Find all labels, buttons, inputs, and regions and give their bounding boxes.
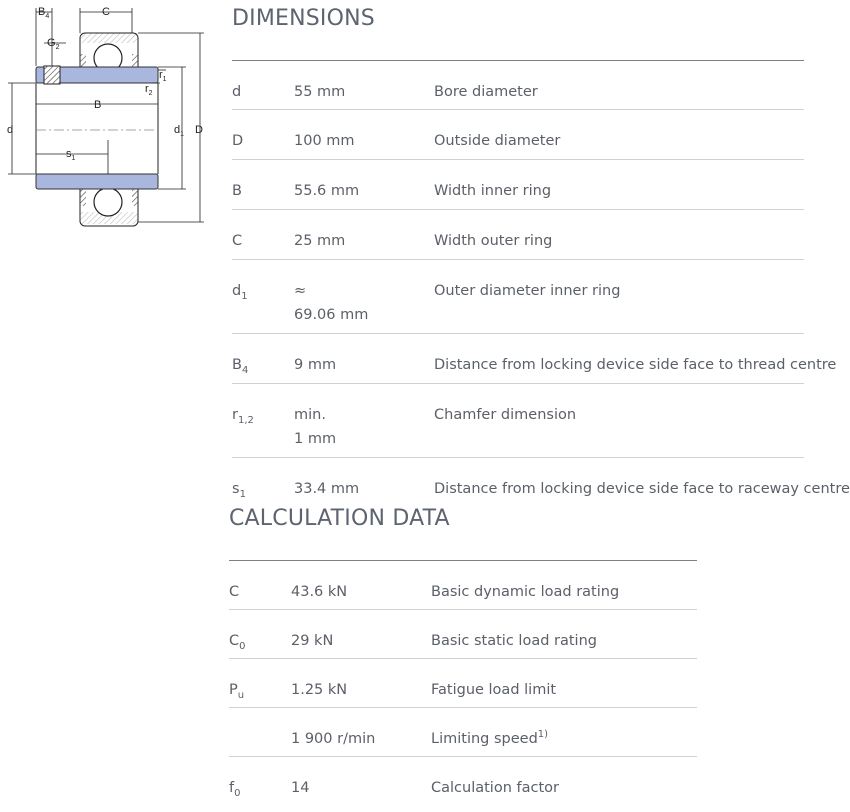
row-symbol xyxy=(232,403,254,427)
value-text: ≈ xyxy=(294,283,307,299)
row-symbol xyxy=(232,353,248,377)
value-text: 9 mm xyxy=(294,357,337,373)
row-value xyxy=(294,477,359,501)
row-symbol xyxy=(232,179,242,203)
description-text: Calculation factor xyxy=(431,780,559,796)
symbol-text: s xyxy=(232,481,240,497)
description-text: Distance from locking device side face to thread centre xyxy=(434,357,837,373)
row-symbol xyxy=(229,776,240,800)
symbol-subscript: 1 xyxy=(239,489,246,500)
row-value xyxy=(291,776,309,800)
calculation-table xyxy=(229,560,697,805)
symbol-subscript: 0 xyxy=(234,788,241,799)
row-value xyxy=(291,580,347,604)
label-r1: $r_1$ xyxy=(159,69,167,83)
symbol-subscript: 1 xyxy=(241,291,248,302)
row-description xyxy=(434,129,560,153)
row-value xyxy=(294,129,355,153)
row-description xyxy=(434,229,552,253)
description-text: Outer diameter inner ring xyxy=(434,283,621,299)
row-symbol xyxy=(229,580,239,604)
description-text: Bore diameter xyxy=(434,84,538,100)
symbol-text: C xyxy=(232,233,243,249)
description-text: Basic static load rating xyxy=(431,633,597,649)
row-value xyxy=(294,179,359,203)
symbol-subscript: 4 xyxy=(241,365,249,376)
description-text: Distance from locking device side face to raceway centre xyxy=(434,481,850,497)
table-row xyxy=(232,260,804,334)
description-text: Basic dynamic load rating xyxy=(431,584,620,600)
row-description xyxy=(431,727,548,751)
label-d: d xyxy=(7,124,14,136)
row-value xyxy=(294,279,368,327)
value-text-second-line: 1 mm xyxy=(294,431,337,447)
table-row xyxy=(229,757,697,805)
row-description xyxy=(434,477,850,501)
row-value xyxy=(294,80,345,104)
row-description xyxy=(431,678,556,702)
row-symbol xyxy=(232,279,248,303)
symbol-text: r xyxy=(232,407,238,423)
row-description xyxy=(431,629,597,653)
symbol-text: P xyxy=(229,682,238,698)
row-symbol xyxy=(232,129,243,153)
value-text: 55 mm xyxy=(294,84,346,100)
table-row xyxy=(232,334,837,384)
symbol-subscript: 0 xyxy=(239,641,246,652)
label-g2: $G_2$ xyxy=(47,37,60,51)
value-text-second-line: 69.06 mm xyxy=(294,307,369,323)
table-row xyxy=(229,610,697,659)
symbol-text: B xyxy=(232,183,242,199)
row-symbol xyxy=(232,229,242,253)
bearing-section-graphic xyxy=(36,33,158,226)
value-text: 1 900 r/min xyxy=(291,731,376,747)
row-description xyxy=(434,179,551,203)
value-text: 100 mm xyxy=(294,133,355,149)
table-row xyxy=(232,458,850,506)
row-value xyxy=(294,403,336,451)
dimensions-heading: DIMENSIONS xyxy=(232,6,375,31)
symbol-text: d xyxy=(232,84,242,100)
table-row xyxy=(232,384,804,458)
value-text: 29 kN xyxy=(291,633,334,649)
symbol-text: C xyxy=(229,633,240,649)
description-text: Limiting speed xyxy=(431,731,538,747)
description-text: Outside diameter xyxy=(434,133,561,149)
value-text: 1.25 kN xyxy=(291,682,348,698)
row-symbol xyxy=(229,629,246,653)
table-row xyxy=(232,160,804,210)
table-row xyxy=(232,110,804,160)
value-text: 14 xyxy=(291,780,310,796)
label-s1: $s_1$ xyxy=(66,148,76,162)
label-big-d: D xyxy=(195,124,203,136)
label-r2: $r_2$ xyxy=(145,83,153,97)
calculation-heading: CALCULATION DATA xyxy=(229,506,450,531)
symbol-text: B xyxy=(232,357,242,373)
row-value xyxy=(294,353,336,377)
symbol-subscript: 1,2 xyxy=(237,415,254,426)
table-row xyxy=(229,561,697,610)
value-text: 33.4 mm xyxy=(294,481,360,497)
symbol-text: C xyxy=(229,584,240,600)
row-symbol xyxy=(232,477,246,501)
row-symbol xyxy=(229,678,244,702)
value-text: 25 mm xyxy=(294,233,346,249)
symbol-subscript: u xyxy=(237,690,245,701)
value-text: 55.6 mm xyxy=(294,183,360,199)
symbol-text: d xyxy=(232,283,242,299)
label-d1: $d_1$ xyxy=(174,124,185,138)
table-row xyxy=(229,659,697,708)
description-text: Width inner ring xyxy=(434,183,552,199)
description-text: Width outer ring xyxy=(434,233,553,249)
symbol-text: f xyxy=(229,780,235,796)
row-description xyxy=(434,403,576,427)
value-text: min. xyxy=(294,407,326,423)
row-value xyxy=(291,629,333,653)
label-b4: $B_4$ xyxy=(38,6,50,20)
symbol-text: D xyxy=(232,133,244,149)
label-c: C xyxy=(102,6,110,18)
row-description xyxy=(434,353,836,377)
dimensions-table xyxy=(232,60,850,506)
row-description xyxy=(434,80,538,104)
bearing-technical-drawing xyxy=(0,0,215,230)
label-b: B xyxy=(94,99,102,111)
row-symbol xyxy=(232,80,241,104)
row-value xyxy=(291,678,347,702)
description-text: Chamfer dimension xyxy=(434,407,577,423)
footnote-marker: 1) xyxy=(537,729,549,740)
value-text: 43.6 kN xyxy=(291,584,348,600)
row-description xyxy=(434,279,620,303)
table-row xyxy=(232,61,804,110)
row-value xyxy=(294,229,345,253)
row-description xyxy=(431,776,559,800)
description-text: Fatigue load limit xyxy=(431,682,557,698)
table-row xyxy=(229,708,697,757)
row-value xyxy=(291,727,375,751)
table-row xyxy=(232,210,804,260)
row-description xyxy=(431,580,619,604)
